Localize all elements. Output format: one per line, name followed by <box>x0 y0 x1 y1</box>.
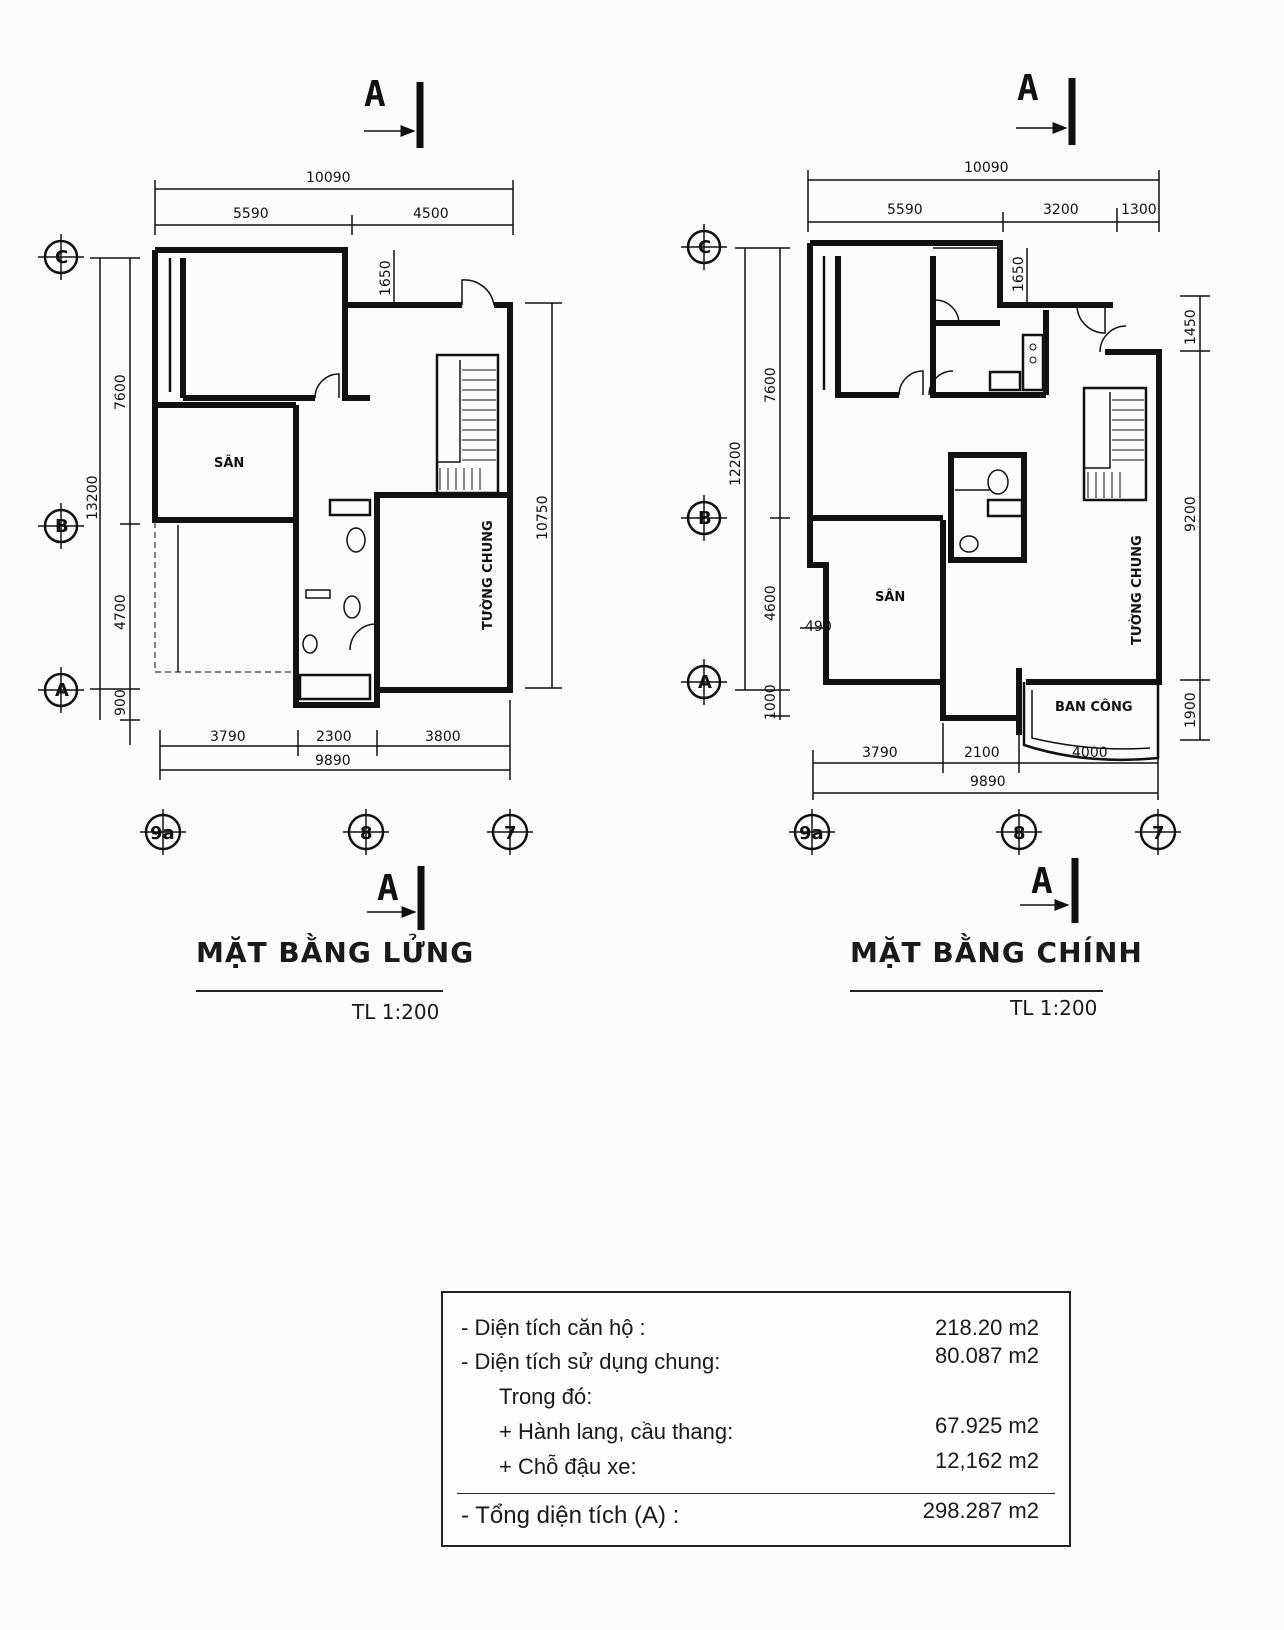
stairs-left <box>437 355 498 493</box>
dim-490-r: 490 <box>805 619 832 635</box>
area-value: 80.087 m2 <box>935 1343 1039 1368</box>
svg-text:9a: 9a <box>799 823 824 844</box>
svg-text:B: B <box>55 516 69 537</box>
area-total-value: 298.287 m2 <box>922 1498 1039 1523</box>
dim-10090-r: 10090 <box>964 160 1009 176</box>
right-plan <box>681 68 1210 923</box>
walls-right <box>810 243 1159 760</box>
area-summary-table <box>441 1291 1071 1547</box>
dim-9890-r: 9890 <box>970 774 1006 790</box>
bottom-dimensions-left <box>160 700 510 780</box>
dim-3790-r: 3790 <box>862 745 898 761</box>
svg-text:A: A <box>377 868 399 909</box>
bathroom-left <box>300 500 370 699</box>
dim-1450-r: 1450 <box>1183 309 1199 345</box>
title-left <box>196 931 474 1024</box>
dim-12200-r: 12200 <box>728 441 744 486</box>
section-marker-top-left <box>364 74 420 148</box>
svg-text:B: B <box>698 508 712 529</box>
svg-text:A: A <box>364 74 386 115</box>
area-value: 12,162 m2 <box>935 1448 1039 1473</box>
top-dimensions-left <box>155 170 513 235</box>
area-label: Trong đó: <box>499 1384 593 1409</box>
dim-5590-r: 5590 <box>887 202 923 218</box>
svg-text:7: 7 <box>504 823 517 844</box>
kitchen-right <box>990 335 1043 390</box>
area-value: 67.925 m2 <box>935 1413 1039 1438</box>
svg-text:8: 8 <box>360 823 373 844</box>
svg-text:8: 8 <box>1013 823 1026 844</box>
dim-3200-r: 3200 <box>1043 202 1079 218</box>
dim-13200: 13200 <box>85 475 101 520</box>
left-plan <box>38 74 562 930</box>
section-marker-bottom-left <box>367 866 421 930</box>
dim-1650: 1650 <box>378 260 394 296</box>
section-marker-bottom-right <box>1020 858 1075 923</box>
dim-10090: 10090 <box>306 170 351 186</box>
room-label-san-left: SÂN <box>214 456 245 471</box>
plan-scale-right: TL 1:200 <box>1010 996 1098 1020</box>
svg-text:9a: 9a <box>150 823 175 844</box>
svg-text:A: A <box>55 680 69 701</box>
left-dimensions-right <box>728 248 1027 720</box>
dim-2100-r: 2100 <box>964 745 1000 761</box>
doors-left <box>315 280 494 650</box>
area-value: 218.20 m2 <box>935 1315 1039 1340</box>
area-label: - Diện tích sử dụng chung: <box>461 1349 721 1374</box>
dim-9200-r: 9200 <box>1183 496 1199 532</box>
dim-10750: 10750 <box>535 495 551 540</box>
area-label: + Chỗ đậu xe: <box>499 1454 637 1479</box>
dim-4700: 4700 <box>113 594 129 630</box>
walls-left <box>155 250 510 705</box>
svg-text:C: C <box>698 237 712 258</box>
dim-7600: 7600 <box>113 374 129 410</box>
grid-axes-left <box>38 234 533 855</box>
dim-3790: 3790 <box>210 729 246 745</box>
room-label-san-right: SÂN <box>875 590 906 605</box>
title-right <box>850 932 1143 1020</box>
top-dimensions-right <box>808 160 1159 232</box>
dim-1900-r: 1900 <box>1183 692 1199 728</box>
dim-900: 900 <box>113 689 129 716</box>
svg-text:A: A <box>1017 68 1039 109</box>
dim-4600-r: 4600 <box>763 585 779 621</box>
svg-text:A: A <box>698 672 712 693</box>
room-label-balcony: BAN CÔNG <box>1055 700 1133 715</box>
svg-text:C: C <box>55 247 69 268</box>
bathroom-right <box>955 470 1022 552</box>
dim-3800: 3800 <box>425 729 461 745</box>
plan-title-right: MẶT BẰNG CHÍNH <box>850 936 1143 969</box>
svg-text:7: 7 <box>1152 823 1165 844</box>
dim-1300-r: 1300 <box>1121 202 1157 218</box>
dim-4500: 4500 <box>413 206 449 222</box>
stairs-right <box>1084 388 1146 500</box>
dim-1650-r: 1650 <box>1011 256 1027 292</box>
area-divider <box>457 1493 1055 1494</box>
dim-1000-r: 1000 <box>763 684 779 720</box>
section-marker-top-right <box>1016 68 1072 145</box>
area-total-label: - Tổng diện tích (A) : <box>461 1502 680 1529</box>
bottom-dimensions-right <box>813 723 1158 800</box>
plan-title-left: MẶT BẰNG LỬNG <box>196 936 475 969</box>
room-label-common-wall-left: TƯỜNG CHUNG <box>481 520 496 630</box>
dim-7600-r: 7600 <box>763 367 779 403</box>
svg-text:A: A <box>1031 861 1053 902</box>
right-dimensions-right <box>1180 296 1210 740</box>
area-label: - Diện tích căn hộ : <box>461 1315 646 1340</box>
dim-9890: 9890 <box>315 753 351 769</box>
dim-5590: 5590 <box>233 206 269 222</box>
dim-4000-r: 4000 <box>1072 745 1108 761</box>
room-label-common-wall-right: TƯỜNG CHUNG <box>1130 535 1145 645</box>
plan-scale-left: TL 1:200 <box>352 1000 440 1024</box>
area-label: + Hành lang, cầu thang: <box>499 1419 734 1444</box>
right-dimensions-left <box>525 303 562 688</box>
dim-2300: 2300 <box>316 729 352 745</box>
